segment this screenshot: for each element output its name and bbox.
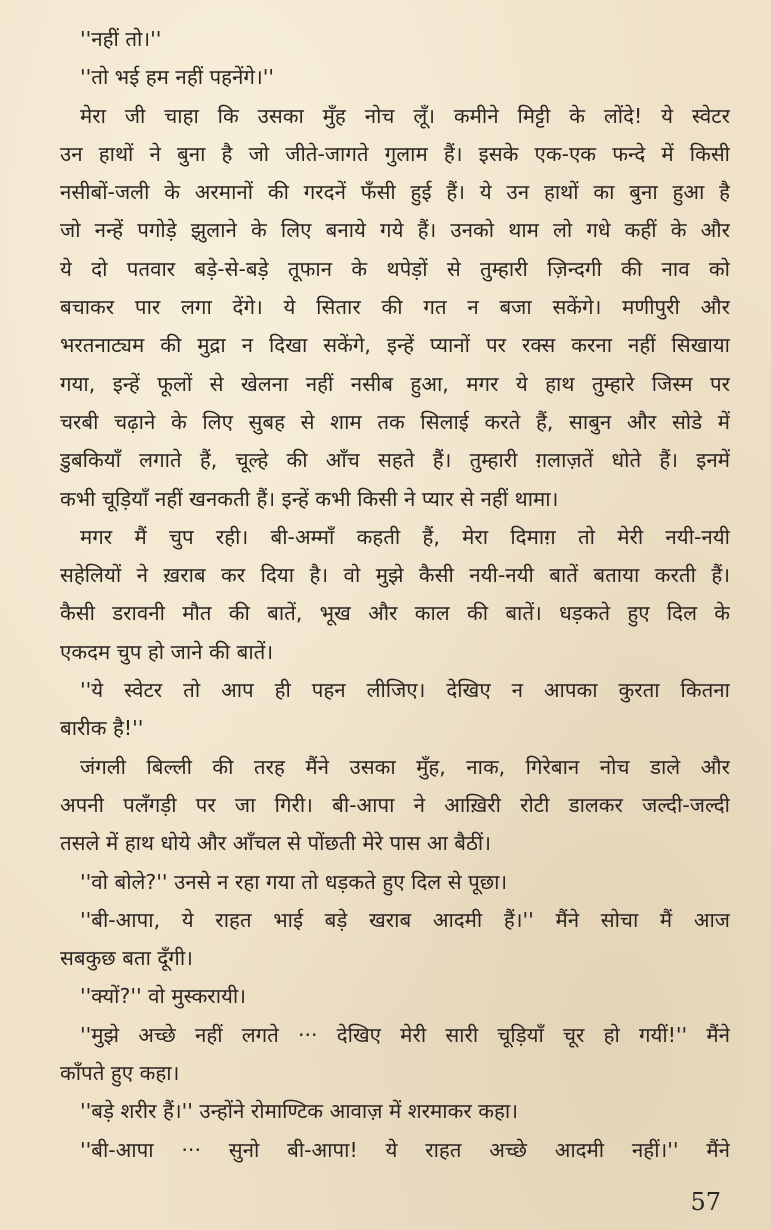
text-line: एकदम चुप हो जाने की बातें। <box>60 639 274 664</box>
text-line: अपनी पलँगड़ी पर जा गिरी। बी-आपा ने आख़िरी रोटी डालकर जल्दी-जल्दी <box>60 792 730 817</box>
page-number: 57 <box>690 1188 721 1216</box>
text-line: उन हाथों ने बुना है जो जीते-जागते गुलाम हैं। इसके एक-एक फन्दे में किसी <box>60 141 730 166</box>
text-line: काँपते हुए कहा। <box>60 1061 180 1086</box>
text-line: मगर मैं चुप रही। बी-अम्माँ कहती हैं, मेरा दिमाग़ तो मेरी नयी-नयी <box>80 524 730 549</box>
text-line: ''वो बोले?'' उनसे न रहा गया तो धड़कते हुए दिल से पूछा। <box>80 869 508 894</box>
text-line: ''मुझे अच्छे नहीं लगते ··· देखिए मेरी सारी चूड़ियाँ चूर हो गयीं!'' मैंने <box>80 1022 730 1047</box>
text-line: भरतनाट्यम की मुद्रा न दिखा सकेंगे, इन्हें प्यानों पर रक्स करना नहीं सिखाया <box>60 333 730 358</box>
text-line: ''नहीं तो।'' <box>80 27 162 51</box>
text-line: ''बड़े शरीर हैं।'' उन्होंने रोमाण्टिक आवाज़ में शरमाकर कहा। <box>80 1099 518 1124</box>
text-line: बचाकर पार लगा देंगे। ये सितार की गत न बजा सकेंगे। मणीपुरी और <box>60 295 730 320</box>
text-line: बारीक है!'' <box>60 716 144 741</box>
text-line: गया, इन्हें फूलों से खेलना नहीं नसीब हुआ, मगर ये हाथ तुम्हारे जिस्म पर <box>60 371 730 396</box>
text-line: ''क्यों?'' वो मुस्करायी। <box>80 984 246 1009</box>
text-line: कभी चूड़ियाँ नहीं खनकती हैं। इन्हें कभी किसी ने प्यार से नहीं थामा। <box>60 486 559 511</box>
text-line: ''बी-आपा ··· सुनो बी-आपा! ये राहत अच्छे आदमी नहीं।'' मैंने <box>80 1137 730 1162</box>
text-line: जंगली बिल्ली की तरह मैंने उसका मुँह, नाक, गिरेबान नोच डाले और <box>80 754 730 779</box>
text-line: ''बी-आपा, ये राहत भाई बड़े खराब आदमी हैं।'' मैंने सोचा मैं आज <box>80 907 730 932</box>
text-line: चरबी चढ़ाने के लिए सुबह से शाम तक सिलाई करते हैं, साबुन और सोडे में <box>60 409 730 434</box>
text-line: सहेलियों ने ख़राब कर दिया है। वो मुझे कैसी नयी-नयी बातें बताया करती हैं। <box>60 563 730 588</box>
text-line: जो नन्हें पगोड़े झुलाने के लिए बनाये गये हैं। उनको थाम लो गधे कहीं के और <box>60 218 730 243</box>
text-line: मेरा जी चाहा कि उसका मुँह नोच लूँ। कमीने मिट्टी के लोंदे! ये स्वेटर <box>80 103 730 128</box>
text-line: तसले में हाथ धोये और आँचल से पोंछती मेरे पास आ बैठीं। <box>60 831 491 856</box>
page-text <box>60 20 730 1169</box>
text-line: कैसी डरावनी मौत की बातें, भूख और काल की बातें। धड़कते हुए दिल के <box>60 601 730 626</box>
text-line: ''तो भई हम नहीं पहनेंगे।'' <box>80 65 275 90</box>
text-line: ''ये स्वेटर तो आप ही पहन लीजिए। देखिए न आपका कुरता कितना <box>80 678 730 703</box>
text-line: सबकुछ बता दूँगी। <box>60 946 193 971</box>
text-line: नसीबों-जली के अरमानों की गरदनें फँसी हुई हैं। ये उन हाथों का बुना हुआ है <box>60 180 730 205</box>
text-line: ये दो पतवार बड़े-से-बड़े तूफान के थपेड़ों से तुम्हारी ज़िन्दगी की नाव को <box>60 256 730 281</box>
text-line: डुबकियाँ लगाते हैं, चूल्हे की आँच सहते हैं। तुम्हारी ग़लाज़तें धोते हैं। इनमें <box>60 448 730 473</box>
